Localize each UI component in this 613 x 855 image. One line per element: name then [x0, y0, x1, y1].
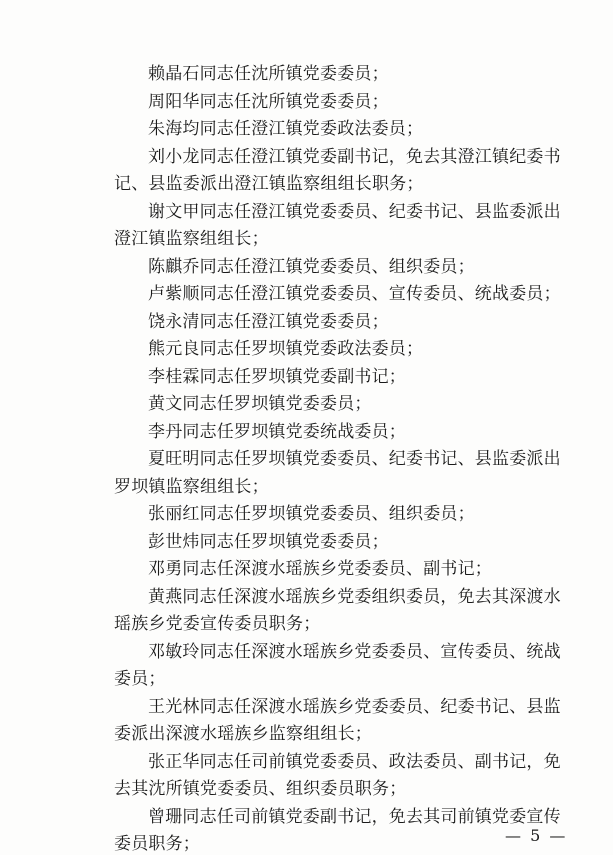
text-line: 去其沈所镇党委委员、组织委员职务；: [114, 779, 407, 799]
text-line: 陈麒乔同志任澄江镇党委委员、组织委员；: [148, 257, 475, 277]
text-line: 熊元良同志任罗坝镇党委政法委员；: [148, 339, 424, 359]
text-line: 夏旺明同志任罗坝镇党委委员、纪委书记、县监委派出: [148, 449, 561, 469]
text-line: 谢文甲同志任澄江镇党委委员、纪委书记、县监委派出: [148, 202, 561, 222]
text-line: 王光林同志任深渡水瑶族乡党委委员、纪委书记、县监: [148, 697, 561, 717]
page-number: — 5 —: [505, 826, 568, 845]
text-line: 黄燕同志任深渡水瑶族乡党委组织委员，免去其深渡水: [148, 587, 561, 607]
text-line: 委员；: [114, 669, 166, 689]
text-line: 罗坝镇监察组组长；: [114, 477, 269, 497]
text-line: 邓勇同志任深渡水瑶族乡党委委员、副书记；: [148, 559, 492, 579]
text-line: 朱海均同志任澄江镇党委政法委员；: [148, 119, 424, 139]
text-line: 委员职务；: [114, 834, 200, 854]
text-line: 李丹同志任罗坝镇党委统战委员；: [148, 422, 406, 442]
text-line: 刘小龙同志任澄江镇党委副书记，免去其澄江镇纪委书: [148, 147, 561, 167]
text-line: 曾珊同志任司前镇党委副书记，免去其司前镇党委宣传: [148, 807, 561, 827]
text-line: 记、县监委派出澄江镇监察组组长职务；: [114, 174, 424, 194]
text-line: 瑶族乡党委宣传委员职务；: [114, 614, 321, 634]
text-line: 委派出深渡水瑶族乡监察组组长；: [114, 724, 372, 744]
text-line: 彭世炜同志任罗坝镇党委委员；: [148, 532, 389, 552]
text-line: 邓敏玲同志任深渡水瑶族乡党委委员、宣传委员、统战: [148, 642, 561, 662]
text-line: 饶永清同志任澄江镇党委委员；: [148, 312, 389, 332]
text-line: 李桂霖同志任罗坝镇党委副书记；: [148, 367, 406, 387]
text-line: 黄文同志任罗坝镇党委委员；: [148, 394, 372, 414]
text-line: 张正华同志任司前镇党委委员、政法委员、副书记，免: [148, 752, 561, 772]
text-line: 张丽红同志任罗坝镇党委委员、组织委员；: [148, 504, 475, 524]
text-line: 周阳华同志任沈所镇党委委员；: [148, 92, 389, 112]
text-line: 澄江镇监察组组长；: [114, 229, 269, 249]
text-line: 卢紫顺同志任澄江镇党委委员、宣传委员、统战委员；: [148, 284, 561, 304]
text-line: 赖晶石同志任沈所镇党委委员；: [148, 64, 389, 84]
